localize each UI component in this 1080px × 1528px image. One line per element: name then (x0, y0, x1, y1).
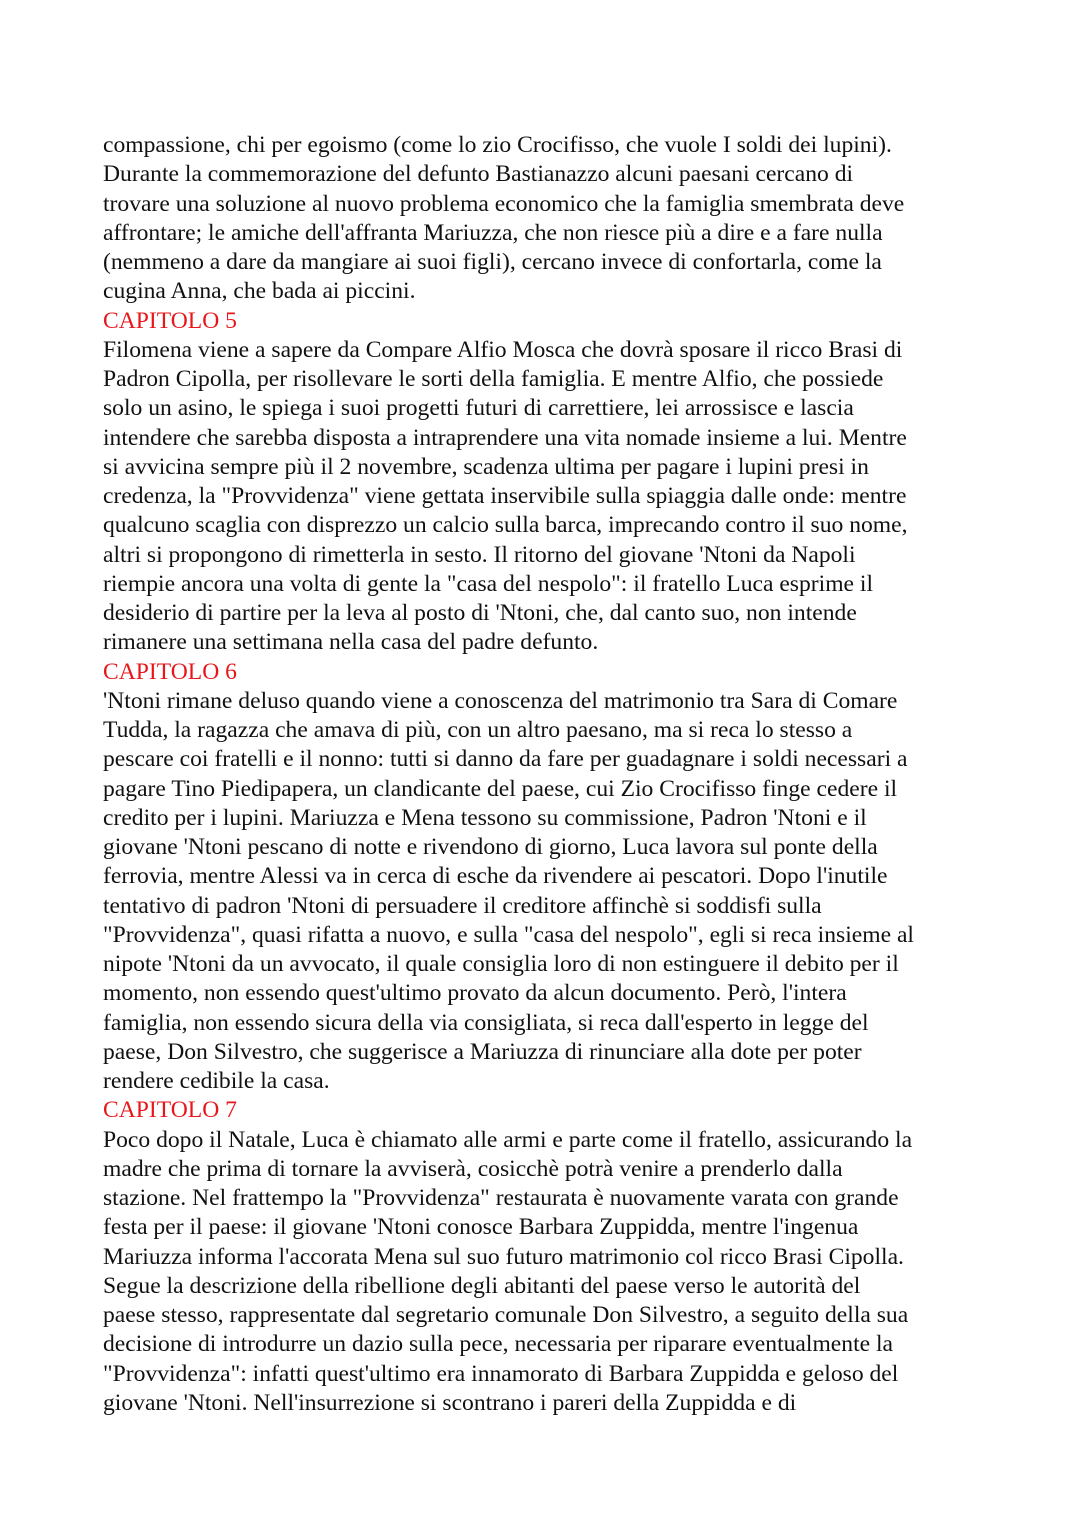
text-line: si avvicina sempre più il 2 novembre, scadenza ultima per pagare i lupini presi in (103, 453, 869, 480)
text-line: qualcuno scaglia con disprezzo un calcio sulla barca, imprecando contro il suo nome, (103, 512, 908, 539)
text-line: Poco dopo il Natale, Luca è chiamato alle armi e parte come il fratello, assicurando la (103, 1126, 913, 1153)
text-line: stazione. Nel frattempo la "Provvidenza" restaurata è nuovamente varata con grande (103, 1185, 899, 1211)
text-line: altri si propongono di rimetterla in sesto. Il ritorno del giovane 'Ntoni da Napoli (103, 541, 856, 568)
text-line: nipote 'Ntoni da un avvocato, il quale consiglia loro di non estinguere il debito per il (103, 951, 899, 977)
text-line: intendere che sarebba disposta a intraprendere una vita nomade insieme a lui. Mentre (103, 424, 907, 451)
text-line: Filomena viene a sapere da Compare Alfio Mosca che dovrà sposare il ricco Brasi di (103, 336, 903, 363)
text-line: "Provvidenza": infatti quest'ultimo era innamorato di Barbara Zuppidda e geloso del (103, 1360, 899, 1387)
text-line: credenza, la "Provvidenza" viene gettata inservibile sulla spiaggia dalle onde: mentre (103, 483, 907, 509)
text-line: momento, non essendo quest'ultimo provato da alcun documento. Però, l'intera (103, 980, 847, 1007)
paragraph (103, 1126, 1003, 1419)
text-line: festa per il paese: il giovane 'Ntoni conosce Barbara Zuppidda, mentre l'ingenua (103, 1214, 859, 1241)
text-line: Segue la descrizione della ribellione degli abitanti del paese verso le autorità del (103, 1272, 861, 1299)
chapter-heading: CAPITOLO 5 (103, 307, 237, 334)
text-line: rimanere una settimana nella casa del padre defunto. (103, 629, 599, 656)
text-line: "Provvidenza", quasi rifatta a nuovo, e sulla "casa del nespolo", egli si reca insieme al (103, 921, 914, 948)
chapter-heading: CAPITOLO 6 (103, 658, 237, 685)
text-line: affrontare; le amiche dell'affranta Mariuzza, che non riesce più a dire e a fare nulla (103, 219, 883, 246)
text-line: Mariuzza informa l'accorata Mena sul suo futuro matrimonio col ricco Brasi Cipolla. (103, 1243, 904, 1270)
text-line: decisione di introdurre un dazio sulla pece, necessaria per riparare eventualmente la (103, 1331, 894, 1358)
text-line: Tudda, la ragazza che amava di più, con un altro paesano, ma si reca lo stesso a (103, 717, 853, 743)
chapter-heading: CAPITOLO 7 (103, 1097, 237, 1124)
text-line: (nemmeno a dare da mangiare ai suoi figli), cercano invece di confortarla, come la (103, 249, 882, 275)
text-line: giovane 'Ntoni pescano di notte e rivendono di giorno, Luca lavora sul ponte della (103, 834, 878, 860)
text-line: desiderio di partire per la leva al posto di 'Ntoni, che, dal canto suo, non intende (103, 600, 857, 626)
text-line: trovare una soluzione al nuovo problema economico che la famiglia smembrata deve (103, 190, 905, 217)
text-line: pescare coi fratelli e il nonno: tutti si danno da fare per guadagnare i soldi necessari a (103, 746, 908, 773)
text-line: ferrovia, mentre Alessi va in cerca di esche da rivendere ai pescatori. Dopo l'inutile (103, 863, 888, 890)
text-line: cugina Anna, che bada ai piccini. (103, 278, 416, 305)
text-line: compassione, chi per egoismo (come lo zio Crocifisso, che vuole I soldi dei lupini). (103, 132, 892, 158)
text-line: riempie ancora una volta di gente la "casa del nespolo": il fratello Luca esprime il (103, 570, 874, 597)
text-line: credito per i lupini. Mariuzza e Mena tessono su commissione, Padron 'Ntoni e il (103, 804, 867, 831)
text-line: 'Ntoni rimane deluso quando viene a conoscenza del matrimonio tra Sara di Comare (103, 687, 898, 714)
text-line: paese, Don Silvestro, che suggerisce a Mariuzza di rinunciare alla dote per poter (103, 1038, 862, 1065)
paragraph (103, 687, 1003, 1097)
text-line: famiglia, non essendo sicura della via consigliata, si reca dall'esperto in legge del (103, 1009, 869, 1036)
text-line: madre che prima di tornare la avviserà, cosicchè potrà venire a prenderlo dalla (103, 1155, 843, 1182)
text-line: paese stesso, rappresentate dal segretario comunale Don Silvestro, a seguito della sua (103, 1302, 909, 1328)
text-line: Durante la commemorazione del defunto Bastianazzo alcuni paesani cercano di (103, 161, 854, 188)
document-page (103, 131, 1003, 1418)
text-line: rendere cedibile la casa. (103, 1068, 330, 1094)
paragraph (103, 336, 1003, 658)
text-line: tentativo di padron 'Ntoni di persuadere il creditore affinchè si soddisfi sulla (103, 892, 822, 919)
text-line: solo un asino, le spiega i suoi progetti futuri di carrettiere, lei arrossisce e lascia (103, 395, 854, 422)
text-line: giovane 'Ntoni. Nell'insurrezione si scontrano i pareri della Zuppidda e di (103, 1389, 797, 1416)
text-line: pagare Tino Piedipapera, un clandicante del paese, cui Zio Crocifisso finge cedere il (103, 775, 898, 802)
paragraph (103, 131, 1003, 307)
text-line: Padron Cipolla, per risollevare le sorti della famiglia. E mentre Alfio, che possiede (103, 366, 884, 392)
